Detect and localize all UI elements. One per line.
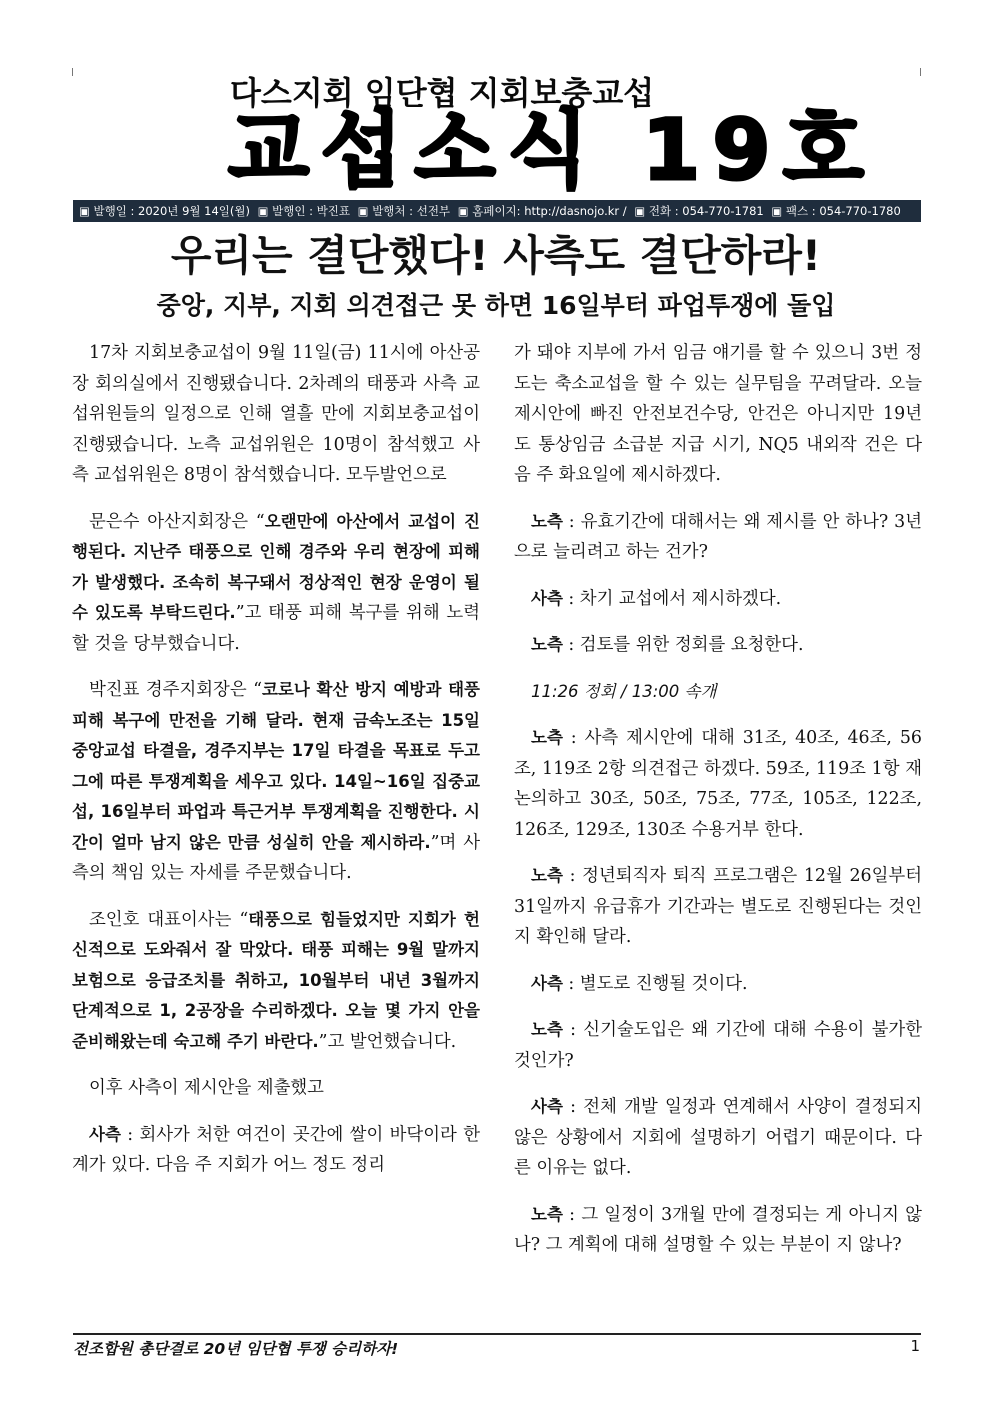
phone-number: ▣ 전화 : 054-770-1781 xyxy=(634,204,764,218)
paragraph-asan-chair: 문은수 아산지회장은 “오랜만에 아산에서 교섭이 진행된다. 지난주 태풍으로 인해 경주와 우리 현장에 피해가 발생했다. 조속히 복구돼서 정상적인 현장 운영이 될 수 있도록 부탁드린다.”고 태풍 피해 복구를 위해 노력할 것을 당부했습니다. xyxy=(72,511,480,654)
left-column xyxy=(72,338,480,1197)
paragraph-ceo: 조인호 대표이사는 “태풍으로 힘들었지만 지회가 헌신적으로 도와줘서 잘 막았다. 태풍 피해는 9월 말까지 보험으로 응급조치를 취하고, 10월부터 내년 3월까지 단계적으로 1, 2공장을 수리하겠다. 오늘 몇 가지 안을 준비해왔는데 숙고해 주기 바란다.”고 발언했습니다. xyxy=(72,909,480,1052)
issue-date: ▣ 발행일 : 2020년 9월 14일(월) xyxy=(79,204,250,218)
headline: 우리는 결단했다! 사측도 결단하라! xyxy=(170,231,822,280)
paragraph-gyeongju-chair: 박진표 경주지회장은 “코로나 확산 방지 예방과 태풍 피해 복구에 만전을 기해 달라. 현재 금속노조는 15일 중앙교섭 타결을, 경주지부는 17일 타결을 목표로 두고 그에 따른 투쟁계획을 세우고 있다. 14일~16일 집중교섭, 16일부터 파업과 특근거부 투쟁계획을 진행한다. 시간이 얼마 남지 않은 만큼 성실히 안을 제시하라.”며 사측의 책임 있는 자세를 주문했습니다. xyxy=(72,680,480,883)
dialogue-management-1: 사측 : 회사가 처한 여건이 곳간에 쌀이 바닥이라 한계가 있다. 다음 주 지회가 어느 정도 정리 xyxy=(72,1124,480,1175)
dialogue-union-6: 노측 : 사측 제시안에 대해 31조, 40조, 46조, 56조, 119조 2항 의견접근 하겠다. 59조, 119조 1항 재논의하고 30조, 50조, 75조, 77조, 105조, 122조, 126조, 129조, 130조 수용거부 한다. xyxy=(514,728,922,840)
speaker-label: 사측 xyxy=(531,1097,563,1116)
homepage-link[interactable]: ▣ 홈페이지: http://dasnojo.kr / xyxy=(457,204,627,218)
fax-number: ▣ 팩스 : 054-770-1780 xyxy=(771,204,901,218)
newsletter-subtitle: 다스지회 임단협 지회보충교섭 xyxy=(230,74,655,112)
page-number: 1 xyxy=(910,1337,920,1355)
quote-asan-chair: 오랜만에 아산에서 교섭이 진행된다. 지난주 태풍으로 인해 경주와 우리 현장에 피해가 발생했다. 조속히 복구돼서 정상적인 현장 운영이 될 수 있도록 부탁드린다. xyxy=(72,511,480,622)
speaker-label: 노측 xyxy=(531,511,563,531)
dialogue-management-3: 사측 : 차기 교섭에서 제시하겠다. xyxy=(531,588,782,609)
crop-mark-right xyxy=(920,68,921,76)
paragraph-intro: 17차 지회보충교섭이 9월 11일(금) 11시에 아산공장 회의실에서 진행됐습니다. 2차례의 태풍과 사측 교섭위원들의 일정으로 인해 열흘 만에 지회보충교섭이 진행됐습니다. 노측 교섭위원은 10명이 참석했고 사측 교섭위원은 8명이 참석했습니다. 모두발언으로 xyxy=(72,343,480,485)
dialogue-union-4: 노측 : 검토를 위한 정회를 요청한다. xyxy=(531,635,804,655)
dialogue-union-7: 노측 : 정년퇴직자 퇴직 프로그램은 12월 26일부터 31일까지 유급휴가 기간과는 별도로 진행된다는 것인지 확인해 달라. xyxy=(514,866,922,947)
footer-divider xyxy=(73,1333,921,1335)
crop-mark-left xyxy=(72,68,73,76)
subheadline: 중앙, 지부, 지회 의견접근 못 하면 16일부터 파업투쟁에 돌입 xyxy=(156,291,836,320)
speaker-label: 노측 xyxy=(531,635,563,654)
speaker-label: 노측 xyxy=(531,1020,563,1039)
quote-gyeongju-chair: 코로나 확산 방지 예방과 태풍 피해 복구에 만전을 기해 달라. 현재 금속노조는 15일 중앙교섭 타결을, 경주지부는 17일 타결을 목표로 두고 그에 따른 투쟁계획을 세우고 있다. 14일~16일 집중교섭, 16일부터 파업과 특근거부 투쟁계획을 진행한다. 시간이 얼마 남지 않은 만큼 성실히 안을 제시하라. xyxy=(72,680,480,852)
dialogue-management-1-cont: 가 돼야 지부에 가서 임금 얘기를 할 수 있으니 3번 정도는 축소교섭을 할 수 있는 실무팀을 꾸려달라. 오늘 제시안에 빠진 안전보건수당, 안건은 아니지만 19년도 통상임금 소급분 지급 시기, NQ5 내외작 건은 다음 주 화요일에 제시하겠다. xyxy=(514,343,922,485)
speaker-label: 노측 xyxy=(531,728,563,747)
dialogue-management-8: 사측 : 별도로 진행될 것이다. xyxy=(531,973,748,994)
speaker-label: 사측 xyxy=(89,1124,121,1144)
speaker-label: 사측 xyxy=(531,588,563,608)
publication-info-bar xyxy=(73,200,921,222)
dialogue-union-2: 노측 : 유효기간에 대해서는 왜 제시를 안 하나? 3년으로 늘리려고 하는 건가? xyxy=(514,511,922,562)
dialogue-union-9: 노측 : 신기술도입은 왜 기간에 대해 수용이 불가한 것인가? xyxy=(514,1020,922,1071)
speaker-label: 노측 xyxy=(531,866,563,885)
publisher: ▣ 발행인 : 박진표 xyxy=(257,204,351,218)
quote-ceo: 태풍으로 힘들었지만 지회가 헌신적으로 도와줘서 잘 막았다. 태풍 피해는 9월 말까지 보험으로 응급조치를 취하고, 10월부터 내년 3월까지 단계적으로 1, 2공장을 수리하겠다. 오늘 몇 가지 안을 준비해왔는데 숙고해 주기 바란다. xyxy=(72,909,480,1051)
recess-note: 11:26 정회 / 13:00 속개 xyxy=(531,681,717,701)
newsletter-title: 교섭소식 19호 xyxy=(228,101,876,199)
publishing-office: ▣ 발행처 : 선전부 xyxy=(357,204,451,218)
right-column xyxy=(514,338,922,1277)
paragraph-proposal: 이후 사측이 제시안을 제출했고 xyxy=(89,1078,324,1098)
speaker-label: 노측 xyxy=(531,1204,563,1224)
footer-slogan: 전조합원 총단결로 20년 임단협 투쟁 승리하자! xyxy=(73,1340,399,1358)
dialogue-management-10: 사측 : 전체 개발 일정과 연계해서 사양이 결정되지 않은 상황에서 지회에 설명하기 어렵기 때문이다. 다른 이유는 없다. xyxy=(514,1097,922,1178)
speaker-label: 사측 xyxy=(531,973,563,993)
dialogue-union-11: 노측 : 그 일정이 3개월 만에 결정되는 게 아니지 않나? 그 계획에 대해 설명할 수 있는 부분이 지 않나? xyxy=(514,1204,922,1255)
